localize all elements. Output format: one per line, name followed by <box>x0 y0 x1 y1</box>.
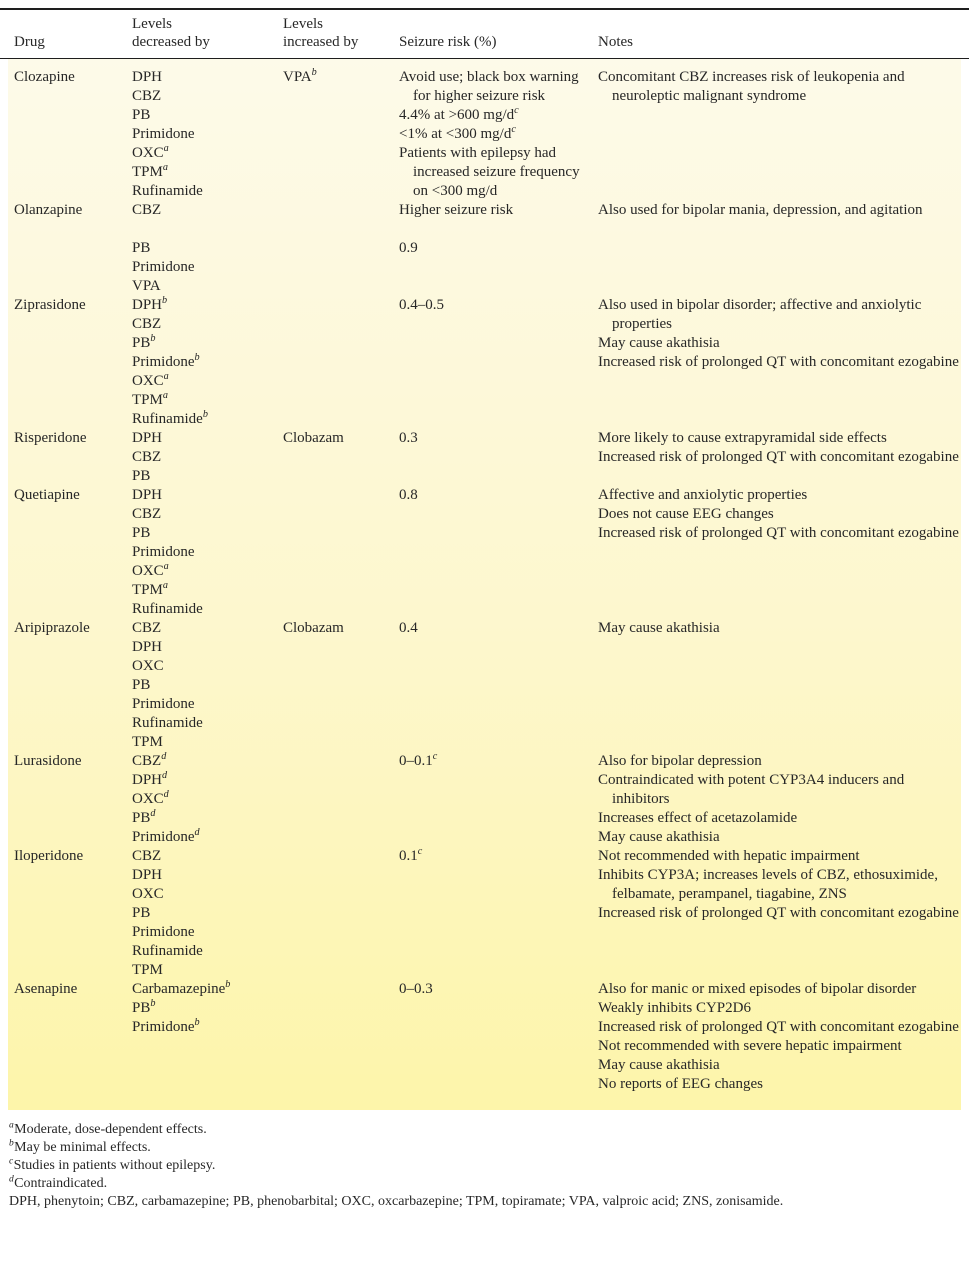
text-line: Primidone$^b$ <box>132 352 200 370</box>
text-line: Rufinamide <box>132 715 203 731</box>
text-line: Primidone <box>132 259 195 275</box>
cell-seizure-risk <box>393 429 592 486</box>
text-line: Rufinamide$^b$ <box>132 409 209 427</box>
text-line: CBZ <box>132 620 162 636</box>
text-line: Not recommended with severe hepatic impairment <box>598 1038 902 1054</box>
text-line: VPA <box>132 278 161 294</box>
text-line: PB <box>132 107 151 123</box>
text-line: Higher seizure risk <box>399 202 514 218</box>
footnote-line: $^a$Moderate, dose-dependent effects. <box>9 1120 207 1137</box>
table-body <box>8 59 961 1110</box>
footnotes <box>9 1121 961 1211</box>
text-line: Contraindicated with potent CYP3A4 inducers and inhibitors <box>598 772 905 807</box>
text-line: OXC$^a$ <box>132 371 170 389</box>
text-line: DPH <box>132 639 163 655</box>
text-line <box>399 220 592 239</box>
cell-drug <box>8 486 126 619</box>
text-line: Also for bipolar depression <box>598 753 762 769</box>
cell-seizure-risk <box>393 847 592 980</box>
text-line: CBZ <box>132 848 162 864</box>
column-header-notes <box>592 33 961 51</box>
column-header-line: Levels <box>132 16 172 32</box>
text-line: CBZ <box>132 506 162 522</box>
cell-notes <box>592 68 961 201</box>
table-row-ziprasidone <box>8 296 961 429</box>
cell-seizure-risk <box>393 201 592 296</box>
text-line: 0–0.3 <box>399 981 433 997</box>
column-header-line: Notes <box>598 34 633 50</box>
cell-levels-decreased <box>126 752 277 847</box>
table-row-aripiprazole <box>8 619 961 752</box>
footnote-line: $^d$Contraindicated. <box>9 1174 108 1191</box>
cell-seizure-risk <box>393 619 592 752</box>
text-line: Primidone <box>132 924 195 940</box>
text-line <box>132 220 277 239</box>
text-line: PB <box>132 525 151 541</box>
cell-drug <box>8 619 126 752</box>
text-line: DPH <box>132 867 163 883</box>
cell-seizure-risk <box>393 296 592 429</box>
text-line: OXC$^a$ <box>132 143 170 161</box>
cell-notes <box>592 752 961 847</box>
text-line: TPM$^a$ <box>132 162 169 180</box>
cell-seizure-risk <box>393 980 592 1094</box>
cell-notes <box>592 296 961 429</box>
text-line: TPM <box>132 962 163 978</box>
text-line: CBZ$^d$ <box>132 751 167 769</box>
column-header-line: decreased by <box>132 34 210 50</box>
text-line: Rufinamide <box>132 601 203 617</box>
cell-levels-decreased <box>126 619 277 752</box>
text-line: Also for manic or mixed episodes of bipolar disorder <box>598 981 917 997</box>
text-line: Rufinamide <box>132 943 203 959</box>
text-line: $PB^b$ <box>132 333 156 351</box>
text-line: $PB^b$ <box>132 998 156 1016</box>
text-line: Primidone <box>132 696 195 712</box>
text-line: Carbamazepine$^b$ <box>132 979 231 997</box>
cell-levels-decreased <box>126 296 277 429</box>
text-line: 0.3 <box>399 430 418 446</box>
cell-levels-decreased <box>126 486 277 619</box>
text-line: Increased risk of prolonged QT with concomitant ezogabine <box>598 354 959 370</box>
cell-drug <box>8 752 126 847</box>
cell-levels-increased <box>277 296 393 429</box>
cell-notes <box>592 980 961 1094</box>
text-line: Primidone <box>132 126 195 142</box>
text-line: Also used for bipolar mania, depression, and agitation <box>598 202 923 218</box>
text-line: PB <box>132 468 151 484</box>
text-line: Not recommended with hepatic impairment <box>598 848 860 864</box>
cell-levels-decreased <box>126 68 277 201</box>
cell-seizure-risk <box>393 68 592 201</box>
text-line: Inhibits CYP3A; increases levels of CBZ, ethosuximide, felbamate, perampanel, tiagabine, ZNS <box>598 867 938 902</box>
drug-interaction-table <box>0 8 969 1110</box>
drug-name: Asenapine <box>14 981 78 997</box>
text-line: Does not cause EEG changes <box>598 506 774 522</box>
text-line: Clobazam <box>283 430 344 446</box>
text-line: Increased risk of prolonged QT with concomitant ezogabine <box>598 905 959 921</box>
cell-drug <box>8 296 126 429</box>
cell-levels-decreased <box>126 847 277 980</box>
text-line: No reports of EEG changes <box>598 1076 763 1092</box>
text-line: CBZ <box>132 202 162 218</box>
text-line: CBZ <box>132 316 162 332</box>
text-line: 4.4% at >600 $mg/d^c$ <box>399 105 520 123</box>
cell-drug <box>8 68 126 201</box>
table-row-lurasidone <box>8 752 961 847</box>
text-line: Patients with epilepsy had increased seizure frequency on <300 mg/d <box>399 145 580 199</box>
cell-drug <box>8 980 126 1094</box>
text-line: TPM <box>132 734 163 750</box>
drug-name: Olanzapine <box>14 202 83 218</box>
text-line: OXC <box>132 886 164 902</box>
drug-name: Aripiprazole <box>14 620 90 636</box>
text-line: DPH$^d$ <box>132 770 168 788</box>
text-line: 0.8 <box>399 487 418 503</box>
table-header <box>0 10 969 59</box>
cell-notes <box>592 847 961 980</box>
cell-levels-increased <box>277 486 393 619</box>
drug-name: Ziprasidone <box>14 297 86 313</box>
text-line: $PB^d$ <box>132 808 156 826</box>
footnote-line: $^c$Studies in patients without epilepsy. <box>9 1156 216 1173</box>
cell-levels-increased <box>277 752 393 847</box>
table-row-asenapine <box>8 980 961 1094</box>
table-row-olanzapine <box>8 201 961 296</box>
text-line: TPM$^a$ <box>132 390 169 408</box>
cell-seizure-risk <box>393 486 592 619</box>
text-line: PB <box>132 905 151 921</box>
text-line: More likely to cause extrapyramidal side effects <box>598 430 887 446</box>
column-header-levels-increased <box>277 15 393 51</box>
cell-levels-increased <box>277 980 393 1094</box>
text-line: DPH <box>132 430 163 446</box>
cell-drug <box>8 429 126 486</box>
column-header-seizure-risk <box>393 33 592 51</box>
text-line: Affective and anxiolytic properties <box>598 487 808 503</box>
table-row-quetiapine <box>8 486 961 619</box>
text-line: May cause akathisia <box>598 620 720 636</box>
column-header-line: increased by <box>283 34 359 50</box>
cell-drug <box>8 847 126 980</box>
text-line: Primidone$^d$ <box>132 827 200 845</box>
cell-notes <box>592 201 961 296</box>
text-line: DPH <box>132 69 163 85</box>
cell-seizure-risk <box>393 752 592 847</box>
cell-drug <box>8 201 126 296</box>
cell-notes <box>592 486 961 619</box>
table-row-risperidone <box>8 429 961 486</box>
abbreviations-line: DPH, phenytoin; CBZ, carbamazepine; PB, phenobarbital; OXC, oxcarbazepine; TPM, topiramate; VPA, valproic acid; ZNS, zonisamide. <box>9 1194 784 1209</box>
text-line: May cause akathisia <box>598 829 720 845</box>
column-header-drug <box>8 33 126 51</box>
drug-name: Clozapine <box>14 69 75 85</box>
cell-levels-decreased <box>126 201 277 296</box>
text-line: Increased risk of prolonged QT with concomitant ezogabine <box>598 525 959 541</box>
column-header-line: Seizure risk (%) <box>399 34 497 50</box>
table-row-clozapine <box>8 68 961 201</box>
text-line: 0.1$^c$ <box>399 846 423 864</box>
cell-notes <box>592 619 961 752</box>
text-line: Primidone$^b$ <box>132 1017 200 1035</box>
text-line: <1% at <300 $mg/d^c$ <box>399 124 517 142</box>
text-line: DPH <box>132 487 163 503</box>
cell-levels-increased <box>277 68 393 201</box>
text-line: Clobazam <box>283 620 344 636</box>
drug-name: Risperidone <box>14 430 87 446</box>
text-line: OXC$^a$ <box>132 561 170 579</box>
text-line: Also used in bipolar disorder; affective and anxiolytic properties <box>598 297 922 332</box>
text-line: OXC <box>132 658 164 674</box>
text-line: Rufinamide <box>132 183 203 199</box>
cell-levels-increased <box>277 429 393 486</box>
text-line: PB <box>132 240 151 256</box>
text-line: TPM$^a$ <box>132 580 169 598</box>
text-line: CBZ <box>132 88 162 104</box>
footnote-line: $^b$May be minimal effects. <box>9 1138 151 1155</box>
text-line: 0.4 <box>399 620 418 636</box>
text-line: Increases effect of acetazolamide <box>598 810 798 826</box>
text-line: VPA$^b$ <box>283 67 318 85</box>
column-header-line: Drug <box>14 34 45 50</box>
text-line: CBZ <box>132 449 162 465</box>
text-line: May cause akathisia <box>598 1057 720 1073</box>
cell-levels-increased <box>277 619 393 752</box>
text-line: Weakly inhibits CYP2D6 <box>598 1000 751 1016</box>
drug-name: Lurasidone <box>14 753 82 769</box>
text-line: Increased risk of prolonged QT with concomitant ezogabine <box>598 449 959 465</box>
column-header-line: Levels <box>283 16 323 32</box>
cell-levels-decreased <box>126 980 277 1094</box>
text-line: Primidone <box>132 544 195 560</box>
text-line: 0.9 <box>399 240 418 256</box>
text-line: May cause akathisia <box>598 335 720 351</box>
cell-levels-increased <box>277 847 393 980</box>
cell-levels-decreased <box>126 429 277 486</box>
text-line: Concomitant CBZ increases risk of leukopenia and neuroleptic malignant syndrome <box>598 69 905 104</box>
cell-levels-increased <box>277 201 393 296</box>
drug-name: Quetiapine <box>14 487 80 503</box>
text-line: Increased risk of prolonged QT with concomitant ezogabine <box>598 1019 959 1035</box>
text-line: 0–0.1$^c$ <box>399 751 438 769</box>
column-header-levels-decreased <box>126 15 277 51</box>
drug-name: Iloperidone <box>14 848 84 864</box>
text-line: PB <box>132 677 151 693</box>
text-line: 0.4–0.5 <box>399 297 444 313</box>
table-row-iloperidone <box>8 847 961 980</box>
text-line: OXC$^d$ <box>132 789 170 807</box>
text-line: Avoid use; black box warning for higher seizure risk <box>399 69 579 104</box>
text-line: DPH$^b$ <box>132 295 168 313</box>
cell-notes <box>592 429 961 486</box>
